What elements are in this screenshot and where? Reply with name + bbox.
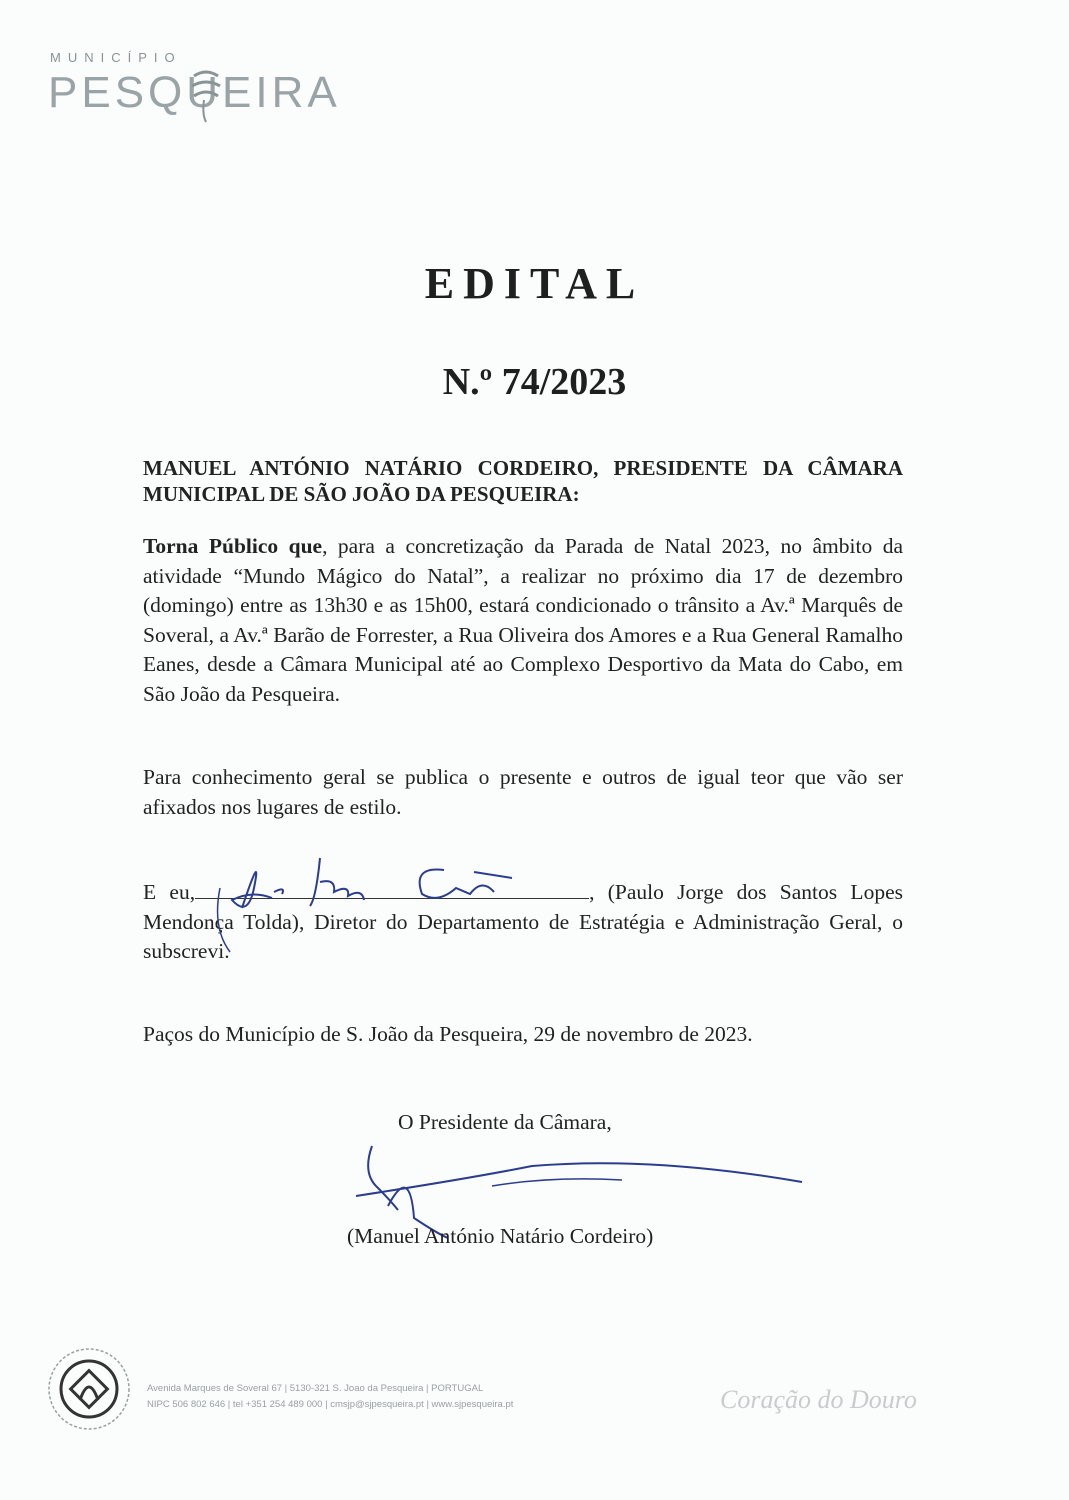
issuer-header: MANUEL ANTÓNIO NATÁRIO CORDEIRO, PRESIDENTE DA CÂMARA MUNICIPAL DE SÃO JOÃO DA PESQUEIRA:	[143, 456, 903, 506]
president-name: (Manuel António Natário Cordeiro)	[347, 1224, 654, 1248]
world-heritage-seal	[44, 1344, 134, 1434]
subscriber-signature	[212, 848, 532, 958]
document-number: N.º 74/2023	[442, 361, 627, 403]
municipio-logo	[48, 50, 348, 130]
document-title: EDITAL	[424, 259, 645, 308]
footer-contacts: NIPC 506 802 646 | tel +351 254 489 000 | cmsjp@sjpesqueira.pt | www.sjpesqueira.pt	[147, 1399, 514, 1410]
footer-address: Avenida Marques de Soveral 67 | 5130-321 S. Joao da Pesqueira | PORTUGAL	[147, 1383, 484, 1394]
announcement-paragraph	[143, 532, 903, 709]
announcement-body: , para a concretização da Parada de Natal 2023, no âmbito da atividade “Mundo Mágico do Natal”, a realizar no próximo dia 17 de dezembro (domingo) entre as 13h30 e as 15h00, estará condicionado o trânsito a Av.ª Marquês de Soveral, a Av.ª Barão de Forrester, a Rua Oliveira dos Amores e a Rua General Ramalho Eanes, desde a Câmara Municipal até ao Complexo Desportivo da Mata do Cabo, em São João da Pesqueira.	[143, 534, 903, 706]
president-title: O Presidente da Câmara,	[398, 1110, 612, 1134]
subscriber-rest: , (Paulo Jorge dos Santos Lopes Mendonça Tolda), Diretor do Departamento de Estratégia e Administração Geral, o subscrevi.	[143, 880, 903, 963]
motto-text: Coração do Douro	[720, 1385, 917, 1414]
logo-name: PESQUEIRA	[48, 68, 341, 117]
logo-emblem-icon	[186, 62, 226, 126]
subscriber-start: E eu,	[143, 880, 196, 904]
announcement-lead: Torna Público que	[143, 534, 323, 558]
date-line: Paços do Município de S. João da Pesqueira, 29 de novembro de 2023.	[143, 1022, 753, 1046]
logo-top-text: MUNICÍPIO	[50, 50, 182, 65]
coracao-do-douro-mark	[716, 1374, 966, 1424]
publication-paragraph: Para conhecimento geral se publica o presente e outros de igual teor que vão ser afixados nos lugares de estilo.	[143, 765, 903, 819]
